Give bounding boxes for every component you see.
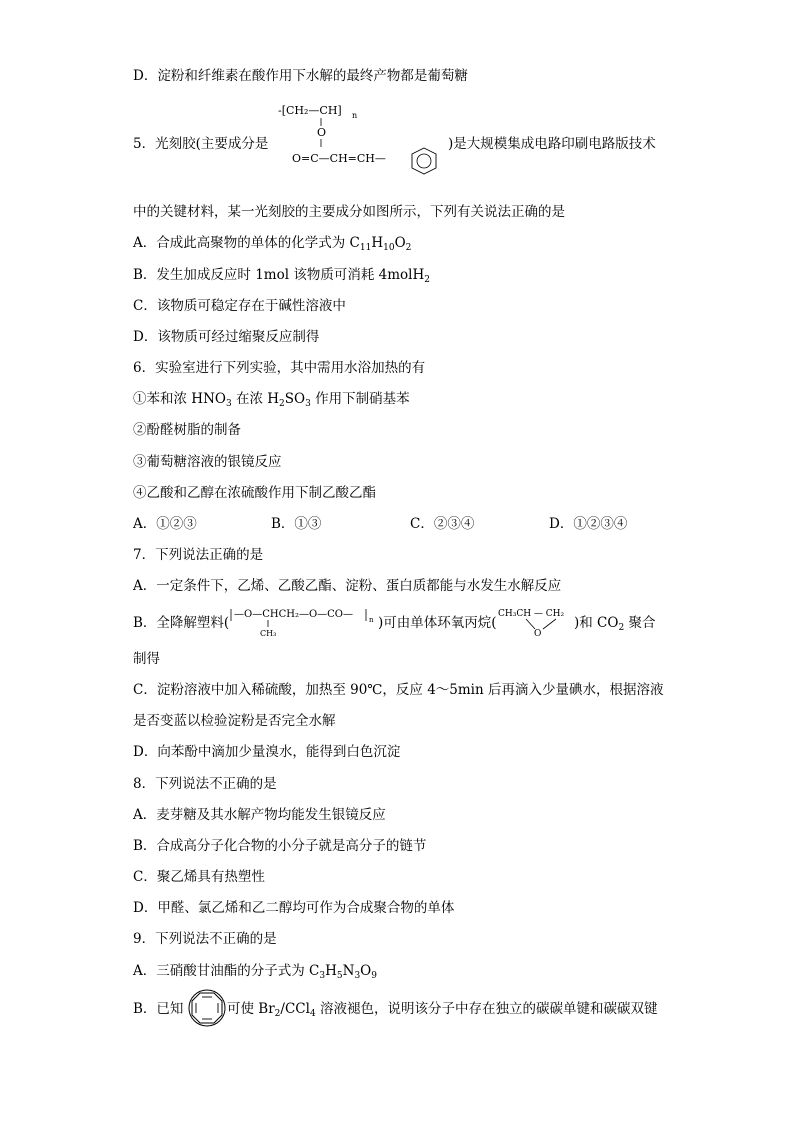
q6-item-2: ②酚醛树脂的制备 <box>133 422 241 438</box>
q5-stem-line2: 中的关键材料，某一光刻胶的主要成分如图所示，下列有关说法正确的是 <box>133 204 565 220</box>
q7-option-b-mid: )可由单体环氧丙烷( <box>378 615 497 631</box>
q7-polymer-n: n <box>369 616 374 624</box>
q8-stem: 8．下列说法不正确的是 <box>133 776 277 792</box>
q7-polymer-main: —O—CHCH₂—O—CO— <box>234 609 353 620</box>
q6-item-4: ④乙酸和乙醇在浓硫酸作用下制乙酸乙酯 <box>133 485 376 501</box>
q9-option-a: A．三硝酸甘油酯的分子式为 $C_3H_5N_3O_9$ <box>133 963 377 981</box>
q8-option-c: C．聚乙烯具有热塑性 <box>133 869 265 885</box>
q7-option-b-start: B．全降解塑料( <box>133 615 230 631</box>
q7-option-d: D．向苯酚中滴加少量溴水，能得到白色沉淀 <box>133 744 401 760</box>
q6-option-b: B．①③ <box>271 516 322 532</box>
q7-option-a: A．一定条件下，乙烯、乙酸乙酯、淀粉、蛋白质都能与水发生水解反应 <box>133 578 562 594</box>
q7-option-c-line2: 是否变蓝以检验淀粉是否完全水解 <box>133 713 336 729</box>
q5-structure <box>278 100 448 190</box>
q5-oxygen: O <box>317 126 327 139</box>
q5-option-d: D．该物质可经过缩聚反应制得 <box>133 329 320 345</box>
q7-option-b-line2: 制得 <box>133 651 160 667</box>
q5-benzene-ring-icon <box>412 148 436 174</box>
q6-item-3: ③葡萄糖溶液的银镜反应 <box>133 454 282 470</box>
q9-option-b-end: 可使 $Br_2/CCl_4$ 溶液褪色，说明该分子中存在独立的碳碳单键和碳碳双键 <box>227 1001 658 1019</box>
q5-option-c: C．该物质可稳定存在于碱性溶液中 <box>133 298 346 314</box>
q8-option-b: B．合成高分子化合物的小分子就是高分子的链节 <box>133 838 427 854</box>
q5-chain-text: -[CH₂—CH] <box>278 104 342 117</box>
q5-option-a: A．合成此高聚物的单体的化学式为 $C_{11}H_{10}O_2$ <box>133 235 412 253</box>
q5-option-b: B．发生加成反应时 1mol 该物质可消耗 4molH$_2$ <box>133 267 430 285</box>
q7-stem: 7．下列说法正确的是 <box>133 547 264 563</box>
q5-stem-start: 5．光刻胶(主要成分是 <box>133 136 269 152</box>
q5-chain-n: n <box>352 111 358 120</box>
q8-option-d: D．甲醛、氯乙烯和乙二醇均可作为合成聚合物的单体 <box>133 900 455 916</box>
q9-stem: 9．下列说法不正确的是 <box>133 931 277 947</box>
q7-option-b-end: )和 $CO_2$ 聚合 <box>574 615 656 633</box>
q7-polymer-structure <box>228 603 378 639</box>
q5-stem-end: )是大规模集成电路印刷电路版技术 <box>448 136 656 152</box>
q6-option-d: D．①②③④ <box>549 516 628 532</box>
q7-epoxide-oxygen: O <box>534 629 542 639</box>
q7-option-c: C．淀粉溶液中加入稀硫酸，加热至 90℃，反应 4～5min 后再滴入少量碘水，根据溶液 <box>133 682 664 698</box>
q8-option-a: A．麦芽糖及其水解产物均能发生银镜反应 <box>133 807 386 823</box>
q9-option-b-start: B．已知 <box>133 1001 184 1017</box>
q6-stem: 6．实验室进行下列实验，其中需用水浴加热的有 <box>133 360 426 376</box>
q4-option-d: D．淀粉和纤维素在酸作用下水解的最终产物都是葡萄糖 <box>133 68 468 84</box>
q7-epoxide-top: CH₃CH — CH₂ <box>498 609 565 619</box>
cyclooctatetraene-icon <box>187 988 227 1028</box>
q5-ester-chain: O=C—CH=CH— <box>292 152 386 165</box>
q7-polymer-ch3: CH₃ <box>260 629 277 638</box>
q6-option-c: C．②③④ <box>410 516 475 532</box>
q6-option-a: A．①②③ <box>133 516 197 532</box>
q6-item-1: ①苯和浓 $HNO_3$ 在浓 $H_2SO_3$ 作用下制硝基苯 <box>133 391 410 409</box>
q7-epoxide-structure <box>496 603 574 639</box>
